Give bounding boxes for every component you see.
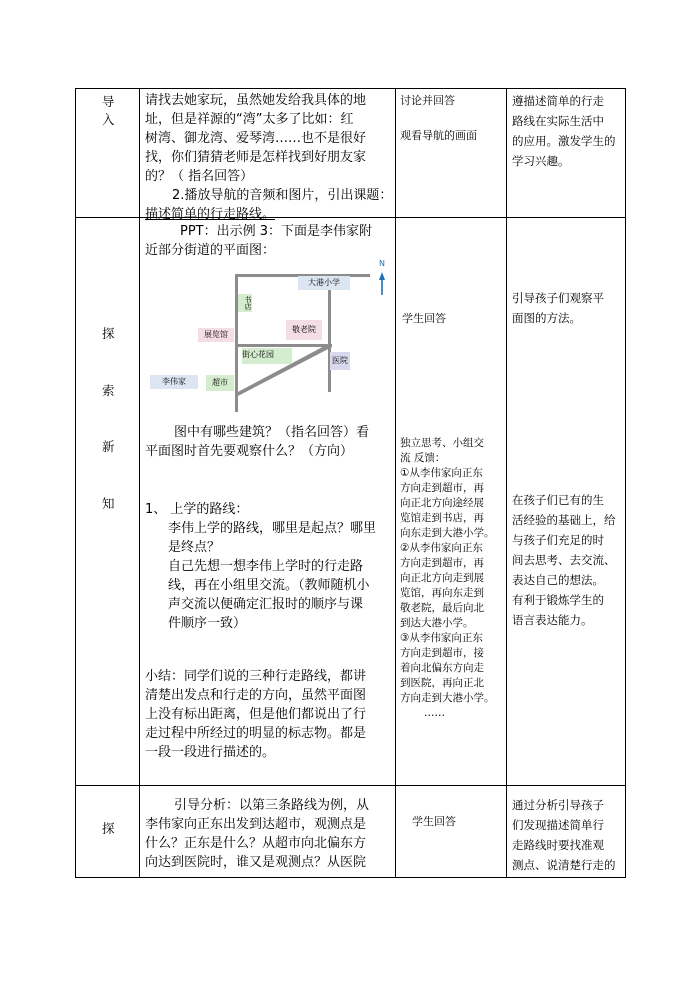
- content-line: 向达到医院时，谁又是观测点？从医院: [145, 855, 367, 870]
- map-building-bookstore: 书店: [238, 294, 252, 312]
- feedback-line: 向东走到大港小学。: [400, 527, 495, 539]
- section-label: 探: [102, 821, 115, 836]
- student-activity: 学生回答: [402, 312, 446, 325]
- map-building-home: 李伟家: [150, 375, 198, 389]
- map-label-garden: 街心花园: [242, 348, 292, 364]
- feedback-line: 览馆走到书店，再: [400, 512, 484, 524]
- lesson-topic: 描述简单的行走路线。: [145, 207, 276, 222]
- feedback-line: ①从李伟家向正东: [400, 467, 483, 479]
- route-line: 件顺序一致）: [168, 616, 247, 631]
- road: [236, 344, 332, 347]
- map-north-label: N: [379, 259, 385, 268]
- content-line: 李伟家向正东出发到达超市，观测点是: [145, 817, 367, 832]
- route-line: 自己先想一想李伟上学时的行走路: [168, 559, 364, 574]
- route-line: 线，再在小组里交流。（教师随机小: [168, 578, 370, 593]
- feedback-line: 向正北方向走到展: [400, 572, 484, 584]
- design-intent-line: 的应用。激发学生的: [512, 134, 616, 148]
- student-feedback: [400, 436, 495, 721]
- content-line: 什么？正东是什么？从超市向北偏东方: [145, 836, 367, 851]
- design-intent-line: 测点、说清楚行走的: [512, 858, 616, 872]
- content-line: 2.播放导航的音频和图片，引出课题：: [172, 188, 393, 203]
- route-line: 李伟上学的路线，哪里是起点？哪里: [168, 521, 377, 536]
- ppt-line: 近部分街道的平面图：: [145, 243, 276, 258]
- design-intent-line: 们发现描述简单行: [512, 818, 604, 832]
- design-intent-line: 走路线时要找准观: [512, 838, 604, 852]
- section-label: 导: [102, 94, 115, 109]
- content-line: 树湾、御龙湾、爱琴湾……也不是很好: [145, 131, 367, 146]
- feedback-line: 到达大港小学。: [400, 617, 474, 629]
- route-line: 是终点？: [168, 540, 221, 555]
- north-arrow-shaft: [381, 279, 383, 295]
- feedback-line: 着向北偏东方向走: [400, 662, 484, 674]
- feedback-line: ③从李伟家向正东: [400, 632, 483, 644]
- feedback-line: 览馆，再向东走到: [400, 587, 484, 599]
- question-line: 图中有哪些建筑？（指名回答）看: [174, 425, 370, 440]
- content-line: 址，但是祥源的“湾”太多了比如：红: [145, 112, 354, 127]
- feedback-line: 敬老院，最后向北: [400, 602, 484, 614]
- feedback-line: ②从李伟家向正东: [400, 542, 483, 554]
- design-intent-line: 面图的方法。: [512, 311, 581, 325]
- section-label: 索: [102, 383, 115, 398]
- design-intent-line: 遵描述简单的行走: [512, 94, 604, 108]
- summary-line: 一段一段进行描述的。: [145, 745, 276, 760]
- question-line: 平面图时首先要观察什么？（方向）: [145, 444, 354, 459]
- map-building-hospital: 医院: [330, 352, 350, 370]
- street-map: [150, 259, 385, 412]
- column-divider: [139, 89, 140, 877]
- student-activity: 学生回答: [412, 815, 456, 828]
- content-line: 找，你们猜猜老师是怎样找到好朋友家: [145, 150, 367, 165]
- design-intent-line: 有利于锻炼学生的: [512, 593, 604, 607]
- row-divider: [76, 785, 625, 786]
- road: [328, 274, 331, 392]
- design-intent-line: 语言表达能力。: [512, 613, 593, 627]
- design-intent-line: 表达自己的想法。: [512, 573, 604, 587]
- summary-line: 走过程中所经过的明显的标志物。都是: [145, 726, 367, 741]
- feedback-line: 方向走到超市，接: [400, 647, 484, 659]
- section-label: 新: [102, 439, 115, 454]
- student-activity: 观看导航的画面: [400, 129, 477, 142]
- design-intent-line: 通过分析引导孩子: [512, 798, 604, 812]
- design-intent-line: 间去思考、去交流、: [512, 553, 616, 567]
- feedback-line: ……: [424, 707, 445, 719]
- section-label: 入: [102, 112, 115, 127]
- north-arrow-icon: [379, 272, 385, 280]
- feedback-line: 方向走到超市，再: [400, 557, 484, 569]
- summary-line: 上没有标出距离，但是他们都说出了行: [145, 707, 367, 722]
- map-building-nursing-home: 敬老院: [286, 320, 322, 340]
- summary-line: 小结：同学们说的三种行走路线，都讲: [145, 669, 367, 684]
- map-building-school: 大港小学: [298, 276, 350, 290]
- feedback-line: 流 反馈：: [400, 452, 446, 464]
- ppt-line: PPT：出示例 3：下面是李伟家附: [180, 224, 373, 239]
- student-activity: 讨论并回答: [400, 94, 455, 107]
- section-label: 探: [102, 326, 115, 341]
- route-heading: 1、 上学的路线：: [145, 502, 249, 517]
- design-intent-line: 在孩子们已有的生: [512, 493, 604, 507]
- feedback-line: 独立思考、小组交: [400, 437, 484, 449]
- content-line: 请找去她家玩，虽然她发给我具体的地: [145, 93, 367, 108]
- design-intent-line: 引导孩子们观察平: [512, 291, 604, 305]
- route-line: 声交流以便确定汇报时的顺序与课: [168, 597, 364, 612]
- map-building-supermarket: 超市: [206, 375, 234, 391]
- design-intent-line: 与孩子们充足的时: [512, 533, 604, 547]
- column-divider: [395, 89, 396, 877]
- feedback-line: 向正北方向途经展: [400, 497, 484, 509]
- map-building-museum: 展览馆: [198, 328, 234, 342]
- summary-line: 清楚出发点和行走的方向，虽然平面图: [145, 688, 367, 703]
- feedback-line: 方向走到超市，再: [400, 482, 484, 494]
- content-line: 的？（ 指名回答）: [145, 169, 254, 184]
- feedback-line: 到医院，再向正北: [400, 677, 484, 689]
- feedback-line: 方向走到大港小学。: [400, 692, 495, 704]
- design-intent-line: 学习兴趣。: [512, 154, 570, 168]
- design-intent-line: 活经验的基础上，给: [512, 513, 616, 527]
- content-line: 引导分析：以第三条路线为例，从: [174, 798, 370, 813]
- column-divider: [506, 89, 507, 877]
- section-label: 知: [102, 496, 115, 511]
- design-intent-line: 路线在实际生活中: [512, 114, 604, 128]
